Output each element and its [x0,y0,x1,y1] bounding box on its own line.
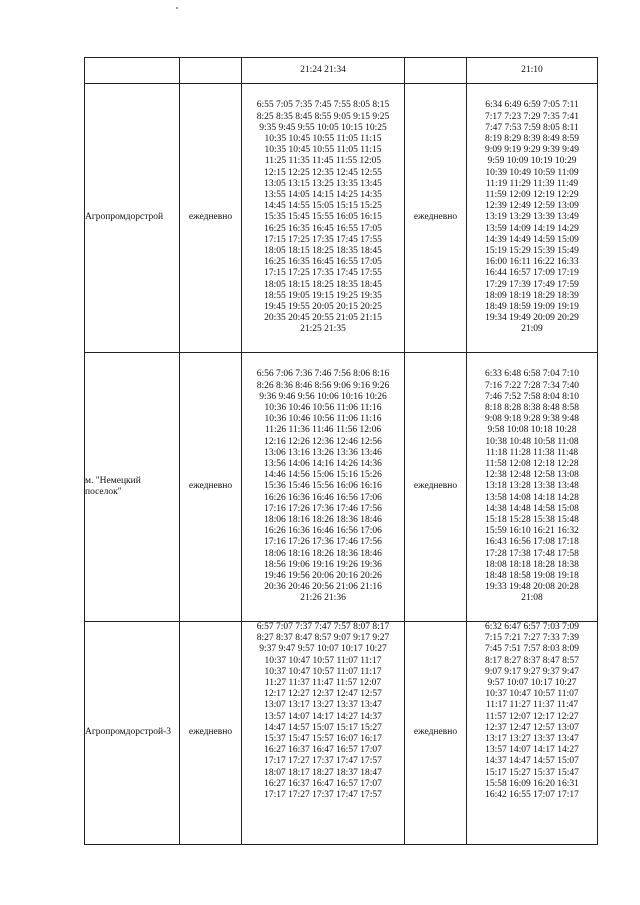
time-line: 21:09 [521,324,543,335]
stop-name: Агропромдорстрой-3 [85,622,180,845]
time-line: 16:27 16:37 16:47 16:57 17:07 [264,778,382,789]
time-line: 9:09 9:19 9:29 9:39 9:49 [485,145,579,156]
time-line: 16:27 16:37 16:47 16:57 17:07 [264,745,382,756]
time-line: 13:07 13:17 13:27 13:37 13:47 [264,700,382,711]
time-line: 13:55 14:05 14:15 14:25 14:35 [264,189,382,200]
time-line: 8:27 8:37 8:47 8:57 9:07 9:17 9:27 [256,633,390,644]
time-line: 7:15 7:21 7:27 7:33 7:39 [485,633,579,644]
time-line: 6:57 7:07 7:37 7:47 7:57 8:07 8:17 [256,622,390,632]
time-line: 12:17 12:27 12:37 12:47 12:57 [264,689,382,700]
time-line: 16:44 16:57 17:09 17:19 [485,268,579,279]
time-line: 18:48 18:58 19:08 19:18 [485,571,579,582]
time-line: 16:43 16:56 17:08 17:18 [485,537,579,548]
time-line: 14:47 14:57 15:07 15:17 15:27 [264,722,382,733]
stop-name: Агропромдорстрой [85,84,180,353]
time-line: 15:58 16:09 16:20 16:31 [485,778,579,789]
time-line: 13:18 13:28 13:38 13:48 [485,481,579,492]
time-line: 15:35 15:45 15:55 16:05 16:15 [264,212,382,223]
time-line: 7:46 7:52 7:58 8:04 8:10 [485,391,579,402]
time-line: 16:25 16:35 16:45 16:55 17:05 [264,257,382,268]
table-row-nemetsky-poselok [85,353,598,622]
time-line: 8:26 8:36 8:46 8:56 9:06 9:16 9:26 [256,380,390,391]
time-line: 17:16 17:26 17:36 17:46 17:56 [264,503,382,514]
time-line: 9:59 10:09 10:19 10:29 [487,156,577,167]
time-line: 15:18 15:28 15:38 15:48 [485,515,579,525]
time-line: 9:57 10:07 10:17 10:27 [487,678,577,689]
table-row-agropromdorstroy-3 [85,622,598,845]
time-line: 17:17 17:27 17:37 17:47 17:57 [264,790,382,801]
time-line: 18:08 18:18 18:28 18:38 [485,559,579,570]
frequency-there: ежедневно [180,622,242,845]
freq-cell-empty [180,58,242,84]
time-line: 16:26 16:36 16:46 16:56 17:06 [264,526,382,537]
time-line: 16:42 16:55 17:07 17:17 [485,790,579,801]
time-line: 11:59 12:09 12:19 12:29 [485,189,579,200]
time-line: 9:37 9:47 9:57 10:07 10:17 10:27 [259,644,387,655]
time-line: 14:37 14:47 14:57 15:07 [485,756,579,767]
time-line: 9:35 9:45 9:55 10:05 10:15 10:25 [259,122,387,133]
time-line: 10:36 10:46 10:56 11:06 11:16 [264,414,382,425]
time-line: 11:26 11:36 11:46 11:56 12:06 [264,425,382,436]
time-line: 9:36 9:46 9:56 10:06 10:16 10:26 [259,391,387,402]
time-line: 19:46 19:56 20:06 20:16 20:26 [264,571,382,582]
scan-speck [176,7,178,9]
time-line: 7:17 7:23 7:29 7:35 7:41 [485,111,579,122]
times-back-tail: 21:10 [467,58,598,84]
time-line: 8:17 8:27 8:37 8:47 8:57 [485,655,579,666]
time-line: 10:35 10:45 10:55 11:05 11:15 [264,133,382,144]
time-line: 21:25 21:35 [300,324,346,335]
time-line: 12:37 12:47 12:57 13:07 [485,722,579,733]
time-line: 11:27 11:37 11:47 11:57 12:07 [264,678,382,689]
time-line: 16:26 16:36 16:46 16:56 17:06 [264,492,382,503]
time-line: 15:19 15:29 15:39 15:49 [485,246,579,256]
time-line: 9:58 10:08 10:18 10:28 [487,425,577,436]
time-line: 7:45 7:51 7:57 8:03 8:09 [485,644,579,655]
time-line: 6:34 6:49 6:59 7:05 7:11 [485,100,579,111]
time-line: 19:45 19:55 20:05 20:15 20:25 [264,302,382,313]
time-line: 19:33 19:48 20:08 20:28 [485,582,579,593]
time-line: 13:59 14:09 14:19 14:29 [485,223,579,234]
time-line: 10:37 10:47 10:57 11:07 11:17 [264,666,382,677]
frequency-there: ежедневно [180,84,242,353]
stop-name: м. "Немецкий поселок" [85,353,180,622]
frequency-there: ежедневно [180,353,242,622]
time-line: 17:16 17:26 17:36 17:46 17:56 [264,537,382,548]
time-line: 18:55 19:05 19:15 19:25 19:35 [264,290,382,301]
time-line: 13:05 13:15 13:25 13:35 13:45 [264,178,382,189]
time-line: 18:06 18:16 18:26 18:36 18:46 [264,548,382,559]
time-line: 9:07 9:17 9:27 9:37 9:47 [485,666,579,677]
time-line: 15:36 15:46 15:56 16:06 16:16 [264,481,382,492]
time-line: 17:29 17:39 17:49 17:59 [485,279,579,290]
time-line: 16:25 16:35 16:45 16:55 17:05 [264,223,382,234]
time-line: 12:16 12:26 12:36 12:46 12:56 [264,436,382,447]
time-line: 21:08 [521,593,543,604]
time-line: 18:07 18:17 18:27 18:37 18:47 [264,767,382,778]
time-line: 14:46 14:56 15:06 15:16 15:26 [264,470,382,481]
time-line: 10:36 10:46 10:56 11:06 11:16 [264,402,382,413]
time-line: 16:00 16:11 16:22 16:33 [485,257,579,268]
time-line: 10:37 10:47 10:57 11:07 11:17 [264,655,382,666]
times-back [467,353,598,622]
time-line: 11:25 11:35 11:45 11:55 12:05 [264,156,382,167]
time-line: 13:56 14:06 14:16 14:26 14:36 [264,458,382,469]
frequency-back: ежедневно [405,622,467,845]
time-line: 6:55 7:05 7:35 7:45 7:55 8:05 8:15 [256,100,390,111]
time-line: 14:45 14:55 15:05 15:15 15:25 [264,201,382,212]
time-line: 7:47 7:53 7:59 8:05 8:11 [485,122,579,133]
time-line: 21:26 21:36 [300,593,346,604]
time-line: 18:05 18:15 18:25 18:35 18:45 [264,279,382,290]
time-line: 7:16 7:22 7:28 7:34 7:40 [485,380,579,391]
time-line: 17:17 17:27 17:37 17:47 17:57 [264,756,382,767]
time-line: 8:25 8:35 8:45 8:55 9:05 9:15 9:25 [256,111,390,122]
time-line: 12:15 12:25 12:35 12:45 12:55 [264,167,382,178]
time-line: 11:17 11:27 11:37 11:47 [485,700,579,711]
time-line: 13:17 13:27 13:37 13:47 [485,734,579,745]
time-line: 13:57 14:07 14:17 14:27 [485,745,579,756]
time-line: 6:32 6:47 6:57 7:03 7:09 [485,622,579,632]
time-line: 8:19 8:29 8:39 8:49 8:59 [485,133,579,144]
time-line: 13:58 14:08 14:18 14:28 [485,492,579,503]
time-line: 18:56 19:06 19:16 19:26 19:36 [264,559,382,570]
time-line: 20:36 20:46 20:56 21:06 21:16 [264,582,382,593]
time-line: 11:18 11:28 11:38 11:48 [485,447,579,458]
time-line: 10:37 10:47 10:57 11:07 [485,689,579,700]
time-line: 17:15 17:25 17:35 17:45 17:55 [264,268,382,279]
time-line: 11:19 11:29 11:39 11:49 [485,178,579,189]
time-line: 9:08 9:18 9:28 9:38 9:48 [485,414,579,425]
time-line: 17:15 17:25 17:35 17:45 17:55 [264,234,382,245]
time-line: 6:56 7:06 7:36 7:46 7:56 8:06 8:16 [256,369,390,380]
time-line: 13:57 14:07 14:17 14:27 14:37 [264,711,382,722]
time-line: 15:37 15:47 15:57 16:07 16:17 [264,734,382,745]
time-line: 11:57 12:07 12:17 12:27 [485,711,579,722]
time-line: 14:38 14:48 14:58 15:08 [485,503,579,514]
time-line: 18:09 18:19 18:29 18:39 [485,290,579,301]
table-row-agropromdorstroy [85,84,598,353]
times-back [467,84,598,353]
time-line: 8:18 8:28 8:38 8:48 8:58 [485,402,579,413]
stop-cell-empty [85,58,180,84]
times-there-tail: 21:24 21:34 [242,58,405,84]
frequency-back: ежедневно [405,353,467,622]
times-there [242,84,405,353]
time-line: 14:39 14:49 14:59 15:09 [485,234,579,245]
time-line: 18:05 18:15 18:25 18:35 18:45 [264,246,382,256]
schedule-table [84,57,598,845]
freq-cell-empty [405,58,467,84]
times-there [242,622,405,845]
time-line: 17:28 17:38 17:48 17:58 [485,548,579,559]
time-line: 11:58 12:08 12:18 12:28 [485,458,579,469]
times-there [242,353,405,622]
times-back [467,622,598,845]
time-line: 10:38 10:48 10:58 11:08 [485,436,579,447]
time-line: 13:19 13:29 13:39 13:49 [485,212,579,223]
frequency-back: ежедневно [405,84,467,353]
time-line: 18:49 18:59 19:09 19:19 [485,302,579,313]
table-row-continuation [85,58,598,84]
time-line: 12:39 12:49 12:59 13:09 [485,201,579,212]
time-line: 15:59 16:10 16:21 16:32 [485,526,579,537]
time-line: 6:33 6:48 6:58 7:04 7:10 [485,369,579,380]
time-line: 18:06 18:16 18:26 18:36 18:46 [264,515,382,525]
time-line: 10:35 10:45 10:55 11:05 11:15 [264,145,382,156]
time-line: 20:35 20:45 20:55 21:05 21:15 [264,313,382,324]
time-line: 12:38 12:48 12:58 13:08 [485,470,579,481]
time-line: 15:17 15:27 15:37 15:47 [485,767,579,778]
time-line: 13:06 13:16 13:26 13:36 13:46 [264,447,382,458]
time-line: 19:34 19:49 20:09 20:29 [485,313,579,324]
time-line: 10:39 10:49 10:59 11:09 [485,167,579,178]
